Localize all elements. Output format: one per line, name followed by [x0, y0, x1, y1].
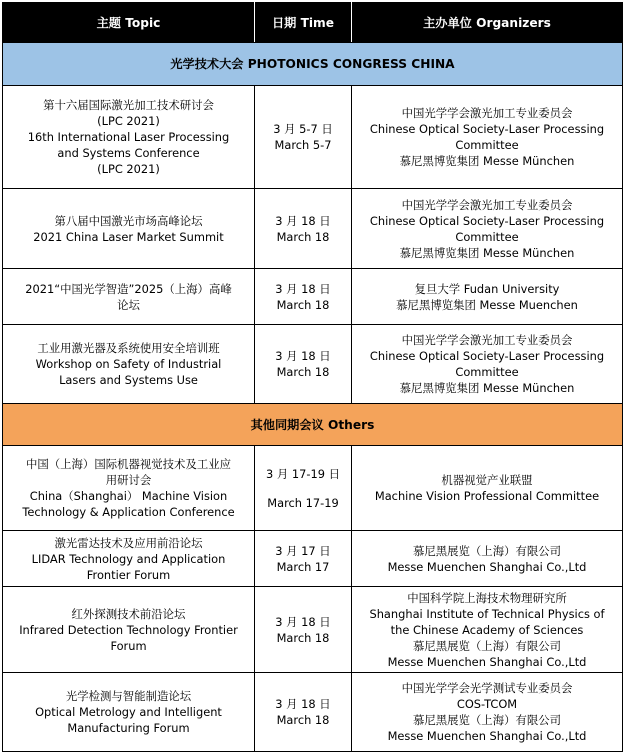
organizers-cell-line: 慕尼黑博览集团 Messe München	[399, 381, 575, 395]
organizers-cell-line: 慕尼黑展览（上海）有限公司	[412, 638, 562, 653]
organizers-cell-line: Chinese Optical Society-Laser Processing	[369, 349, 605, 363]
table-row	[3, 446, 623, 531]
topic-cell-line: 红外探测技术前沿论坛	[71, 606, 186, 621]
schedule-table	[2, 2, 623, 752]
organizers-cell	[352, 189, 623, 269]
organizers-cell	[352, 587, 623, 673]
section-title: 其他同期会议 Others	[3, 404, 623, 446]
organizers-cell-line: 中国科学院上海技术物理研究所	[407, 590, 567, 605]
topic-cell-line: 第十六届国际激光加工技术研讨会	[43, 98, 214, 112]
section-header-row	[3, 404, 623, 446]
organizers-cell-line: COS-TCOM	[456, 697, 518, 711]
table-row	[3, 531, 623, 587]
topic-cell-line: 2021 China Laser Market Summit	[33, 229, 224, 244]
section-title: 光学技术大会 PHOTONICS CONGRESS CHINA	[3, 43, 623, 86]
organizers-cell-line: 复旦大学 Fudan University	[414, 281, 560, 296]
organizers-cell-line: Messe Muenchen Shanghai Co.,Ltd	[387, 729, 587, 743]
time-cell-line: March 18	[276, 630, 330, 645]
topic-cell	[3, 446, 255, 531]
topic-cell-line: Workshop on Safety of Industrial	[35, 357, 222, 371]
table-row	[3, 189, 623, 269]
header-topic: 主题 Topic	[3, 3, 255, 43]
organizers-cell-line: 慕尼黑展览（上海）有限公司	[412, 713, 562, 727]
time-cell-line: 3 月 18 日	[275, 213, 331, 228]
topic-cell-line: LIDAR Technology and Application	[31, 551, 226, 566]
time-cell-line: March 17-19	[267, 495, 339, 510]
topic-cell-line: 用研讨会	[105, 473, 152, 487]
organizers-cell-line: Messe Muenchen Shanghai Co.,Ltd	[387, 654, 587, 669]
topic-cell-line: Forum	[110, 638, 147, 653]
topic-cell-line: Optical Metrology and Intelligent	[35, 705, 222, 719]
time-cell-line: March 18	[276, 365, 330, 379]
time-cell-line: 3 月 18 日	[275, 281, 331, 296]
organizers-cell-line: 中国光学学会激光加工专业委员会	[401, 106, 573, 120]
topic-cell-line: Technology & Application Conference	[22, 505, 235, 519]
topic-cell-line: 工业用激光器及系统使用安全培训班	[37, 341, 220, 355]
topic-cell-line: (LPC 2021)	[97, 114, 160, 128]
topic-cell-line: 论坛	[117, 297, 140, 312]
topic-cell-line: China（Shanghai） Machine Vision	[29, 489, 228, 503]
topic-cell-line: (LPC 2021)	[97, 162, 160, 176]
organizers-cell	[352, 269, 623, 325]
topic-cell	[3, 86, 255, 189]
time-cell	[255, 446, 352, 531]
organizers-cell-line: 慕尼黑博览集团 Messe München	[399, 154, 575, 168]
organizers-cell-line: 慕尼黑博览集团 Messe München	[399, 245, 575, 260]
header-time: 日期 Time	[255, 3, 352, 43]
topic-cell-line: and Systems Conference	[57, 146, 200, 160]
table-row	[3, 325, 623, 404]
header-row	[3, 3, 623, 43]
organizers-cell	[352, 86, 623, 189]
time-cell-line: March 18	[276, 229, 330, 244]
table-row	[3, 269, 623, 325]
organizers-cell-line: 中国光学学会光学测试专业委员会	[401, 681, 573, 695]
organizers-cell-line: Shanghai Institute of Technical Physics of	[369, 606, 605, 621]
topic-cell	[3, 269, 255, 325]
time-cell-line: 3 月 18 日	[275, 614, 331, 629]
topic-cell-line: 16th International Laser Processing	[27, 130, 230, 144]
organizers-cell	[352, 325, 623, 404]
table-row	[3, 673, 623, 752]
topic-cell-line: Manufacturing Forum	[67, 721, 190, 735]
topic-cell-line: 2021“中国光学智造”2025（上海）高峰	[25, 281, 232, 296]
header-organizers: 主办单位 Organizers	[352, 3, 623, 43]
organizers-cell-line: Committee	[455, 138, 519, 152]
time-cell-line: March 17	[276, 559, 330, 574]
time-cell-line: 3 月 17 日	[275, 543, 331, 558]
organizers-cell	[352, 446, 623, 531]
time-cell	[255, 587, 352, 673]
time-cell	[255, 86, 352, 189]
section-header-row	[3, 43, 623, 86]
topic-cell-line: 第八届中国激光市场高峰论坛	[54, 213, 203, 228]
topic-cell	[3, 189, 255, 269]
topic-cell-line: Lasers and Systems Use	[59, 373, 198, 387]
time-cell	[255, 673, 352, 752]
organizers-cell-line: 慕尼黑展览（上海）有限公司	[412, 543, 562, 558]
organizers-cell-line: 机器视觉产业联盟	[441, 473, 533, 487]
organizers-cell-line: Committee	[455, 229, 519, 244]
organizers-cell	[352, 673, 623, 752]
organizers-cell-line: Machine Vision Professional Committee	[374, 489, 600, 503]
topic-cell	[3, 673, 255, 752]
organizers-cell-line: 慕尼黑博览集团 Messe Muenchen	[396, 297, 578, 312]
time-cell-line: 3 月 17-19 日	[266, 466, 340, 481]
organizers-cell-line: the Chinese Academy of Sciences	[390, 622, 584, 637]
table-row	[3, 86, 623, 189]
time-cell	[255, 325, 352, 404]
time-cell-line: 3 月 5-7 日	[273, 122, 333, 136]
organizers-cell-line: Messe Muenchen Shanghai Co.,Ltd	[387, 559, 587, 574]
topic-cell-line: Infrared Detection Technology Frontier	[19, 622, 238, 637]
time-cell-line: 3 月 18 日	[275, 349, 331, 363]
time-cell	[255, 531, 352, 587]
organizers-cell-line: Committee	[455, 365, 519, 379]
topic-cell	[3, 325, 255, 404]
organizers-cell-line: 中国光学学会激光加工专业委员会	[401, 197, 573, 212]
time-cell-line: March 18	[276, 297, 330, 312]
topic-cell	[3, 531, 255, 587]
organizers-cell-line: Chinese Optical Society-Laser Processing	[369, 213, 605, 228]
time-cell-line: March 18	[276, 713, 330, 727]
topic-cell	[3, 587, 255, 673]
organizers-cell	[352, 531, 623, 587]
time-cell-line: March 5-7	[274, 138, 332, 152]
time-cell-line: 3 月 18 日	[275, 697, 331, 711]
organizers-cell-line: Chinese Optical Society-Laser Processing	[369, 122, 605, 136]
topic-cell-line: 激光雷达技术及应用前沿论坛	[54, 535, 203, 550]
topic-cell-line: 光学检测与智能制造论坛	[65, 689, 192, 703]
table-row	[3, 587, 623, 673]
time-cell	[255, 269, 352, 325]
time-cell	[255, 189, 352, 269]
topic-cell-line: Frontier Forum	[86, 567, 171, 582]
organizers-cell-line: 中国光学学会激光加工专业委员会	[401, 333, 573, 347]
topic-cell-line: 中国（上海）国际机器视觉技术及工业应	[25, 457, 232, 471]
